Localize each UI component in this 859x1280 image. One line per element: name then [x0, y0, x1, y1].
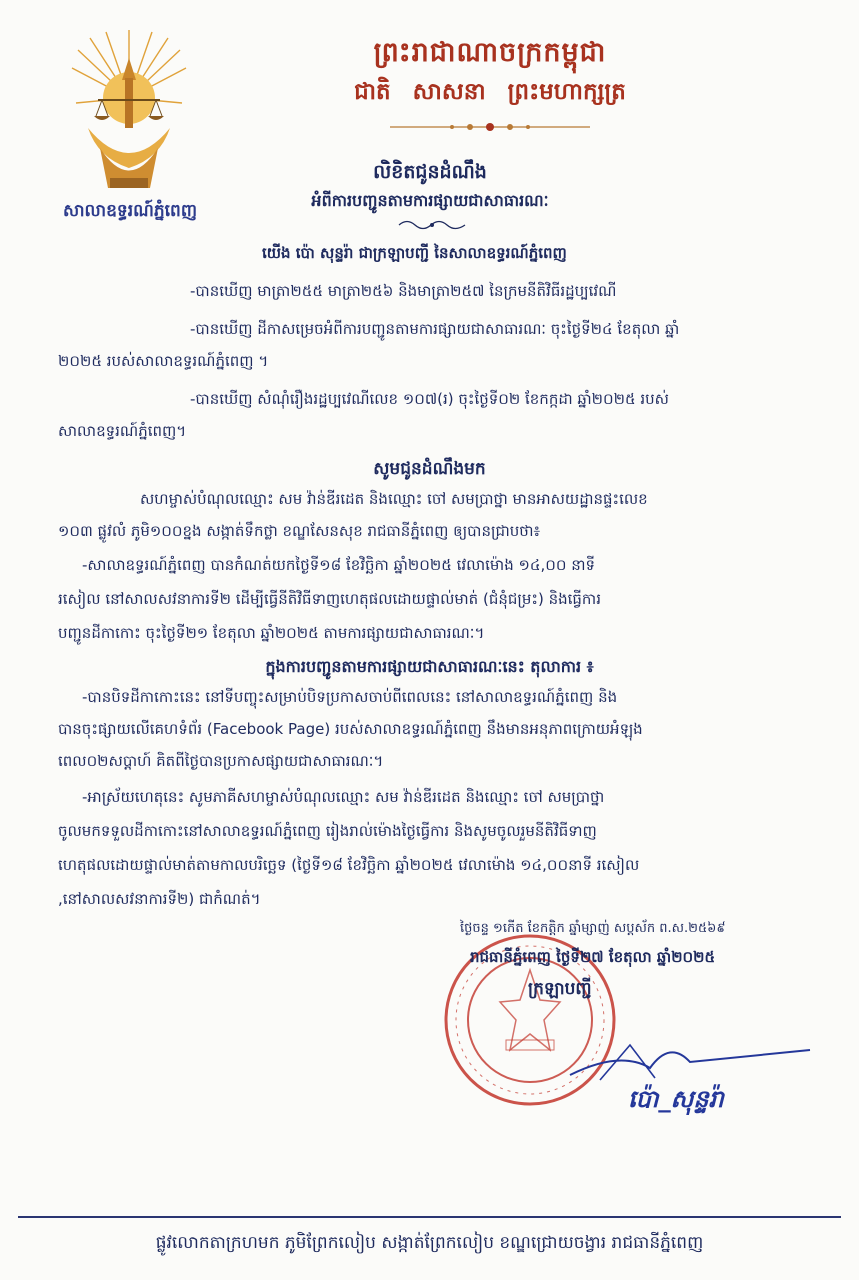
national-motto: ជាតិ សាសនា ព្រះមហាក្សត្រ: [354, 79, 626, 105]
procedure-line: -អាស្រ័យហេតុនេះ សូមភាគីសហម្ចាស់បំណុលឈ្មោះ សម វ៉ាន់ឌីរដេត និងឈ្មោះ ចៅ សមប្រាថ្នា: [82, 788, 605, 806]
footer-divider: [18, 1216, 841, 1218]
procedure-line: បានចុះផ្សាយលើគេហទំព័រ (Facebook Page) របស់សាលាឧទ្ធរណ៍ភ្នំពេញ នឹងមានអនុភាពក្រោយអំឡុង: [58, 720, 643, 738]
notice-line: បញ្ជូនដីកាកោះ ចុះថ្ងៃទី២១ ខែតុលា ឆ្នាំ២០២៥ តាមការផ្សាយជាសាធារណៈ។: [58, 624, 485, 642]
procedure-heading: ក្នុងការបញ្ជូនតាមការផ្សាយជាសាធារណៈនេះ តុលាការ ៖: [265, 657, 594, 676]
procedure-line: -បានបិទដីកាកោះនេះ នៅទីបញ្ចុះសម្រាប់បិទប្រកាសចាប់ពីពេលនេះ នៅសាលាឧទ្ធរណ៍ភ្នំពេញ និង: [82, 688, 618, 706]
notice-line: សហម្ចាស់បំណុលឈ្មោះ សម វ៉ាន់ឌីរដេត និងឈ្មោះ ចៅ សមប្រាថ្នា មានអាសយដ្ឋានផ្ទះលេខ: [140, 490, 648, 508]
notice-line: -សាលាឧទ្ធរណ៍ភ្នំពេញ បានកំណត់យកថ្ងៃទី១៨ ខែវិច្ឆិកា ឆ្នាំ២០២៥ វេលាម៉ោង ១៤,០០ នាទី: [82, 556, 596, 574]
document-subtitle: អំពីការបញ្ជូនតាមការផ្សាយជាសាធារណៈ: [311, 191, 549, 210]
notice-heading: សូមជូនដំណឹងមក: [373, 459, 486, 479]
procedure-line: ,នៅសាលសវនាការទី២) ជាកំណត់។: [58, 890, 261, 908]
intro-line: យើង ប៉ោ សុន្ទរ៉ា ជាក្រឡាបញ្ជី នៃសាលាឧទ្ធរណ៍ភ្នំពេញ: [262, 244, 567, 262]
signer-name: ប៉ោ_សុន្ទរ៉ា: [628, 1085, 724, 1113]
reference-line: -បានឃើញ មាត្រា២៥៥ មាត្រា២៥៦ និងមាត្រា២៥៧ នៃក្រមនីតិវិធីរដ្ឋប្បវេណី: [190, 282, 617, 300]
notice-line: រសៀល នៅសាលសវនាការទី២ ដើម្បីធ្វើនីតិវិធីទាញហេតុផលដោយផ្ទាល់មាត់ (ជំនុំជម្រះ) និងធ្វើការ: [58, 590, 601, 608]
ornament-divider-icon: [390, 118, 590, 136]
notice-line: ១០៣ ផ្លូវលំ ភូមិ១០០ខ្នង សង្កាត់ទឹកថ្លា ខណ្ឌសែនសុខ រាជធានីភ្នំពេញ ឲ្យបានជ្រាបថា៖: [58, 522, 541, 540]
court-name: សាលាឧទ្ធរណ៍ភ្នំពេញ: [62, 201, 198, 221]
place-date: រាជធានីភ្នំពេញ ថ្ងៃទី២៧ ខែតុលា ឆ្នាំ២០២៥: [470, 948, 716, 966]
procedure-line: ចូលមកទទួលដីកាកោះនៅសាលាឧទ្ធរណ៍ភ្នំពេញ រៀងរាល់ម៉ោងថ្ងៃធ្វើការ និងសូមចូលរួមនីតិវិធីទាញ: [58, 822, 597, 840]
small-ornament-icon: [395, 218, 470, 232]
procedure-line: ពេល០២សប្តាហ៍ គិតពីថ្ងៃបានប្រកាសផ្សាយជាសាធារណៈ។: [58, 752, 384, 770]
procedure-line: ហេតុផលដោយផ្ទាល់មាត់តាមកាលបរិច្ឆេទ (ថ្ងៃទី១៨ ខែវិច្ឆិកា ឆ្នាំ២០២៥ វេលាម៉ោង ១៤,០០នាទី រសៀល: [58, 856, 640, 874]
kingdom-heading: ព្រះរាជាណាចក្រកម្ពុជា: [373, 37, 607, 68]
reference-line: សាលាឧទ្ធរណ៍ភ្នំពេញ។: [58, 422, 187, 440]
reference-line: -បានឃើញ ដីកាសម្រេចអំពីការបញ្ជូនតាមការផ្សាយជាសាធារណៈ ចុះថ្ងៃទី២៤ ខែតុលា ឆ្នាំ: [190, 320, 680, 338]
handwritten-signature-icon: [560, 1020, 820, 1090]
document-title: លិខិតជូនដំណឹង: [373, 161, 487, 183]
reference-line: -បានឃើញ សំណុំរឿងរដ្ឋប្បវេណីលេខ ១០៧(រ) ចុះថ្ងៃទី០២ ខែកក្កដា ឆ្នាំ២០២៥ របស់: [190, 390, 669, 408]
lunar-date: ថ្ងៃចន្ទ ១កើត ខែកត្តិក ឆ្នាំម្សាញ់ សប្តស័ក ព.ស.២៥៦៩: [460, 921, 726, 936]
signatory-title: ក្រឡាបញ្ជី: [528, 979, 592, 999]
footer-address: ផ្លូវលោកតាក្រហមក ភូមិព្រែកលៀប សង្កាត់ព្រែកលៀប ខណ្ឌជ្រោយចង្វារ រាជធានីភ្នំពេញ: [155, 1233, 704, 1253]
reference-line: ២០២៥ របស់សាលាឧទ្ធរណ៍ភ្នំពេញ ។: [58, 352, 269, 370]
